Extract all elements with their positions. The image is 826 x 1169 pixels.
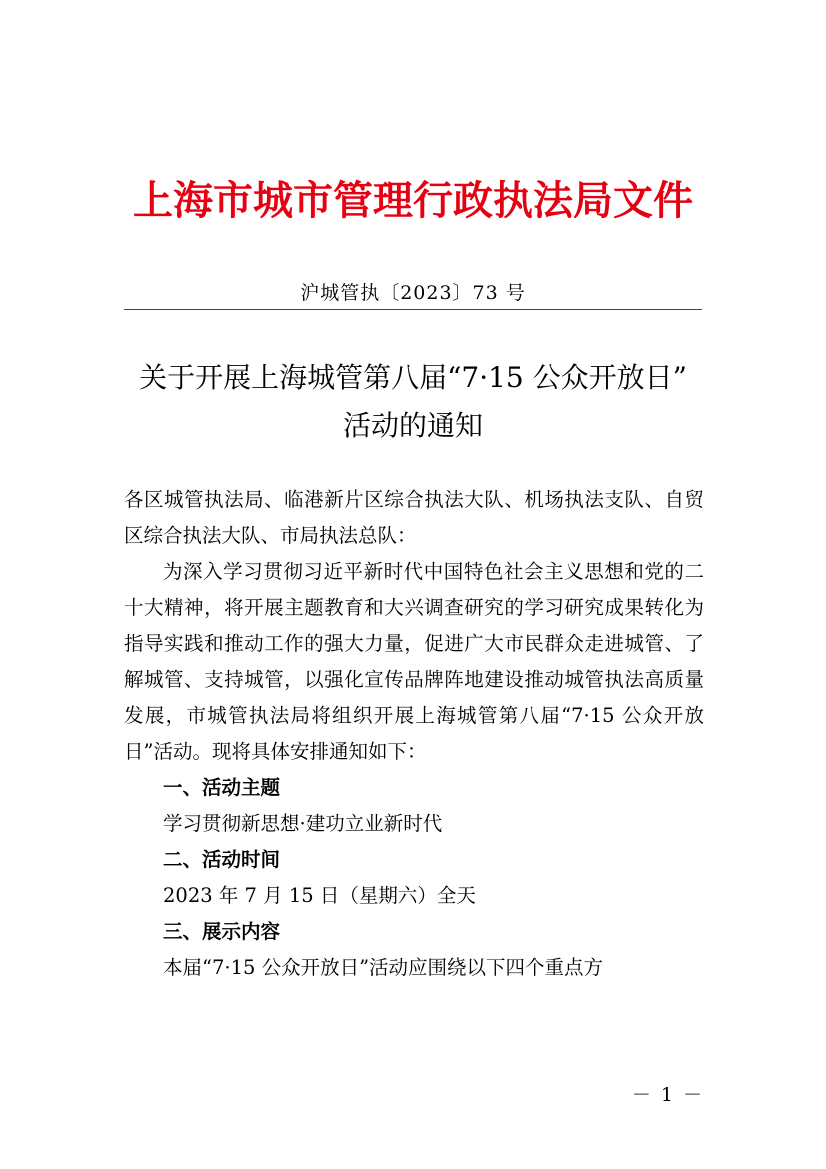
document-number: 沪城管执〔2023〕73 号 — [300, 282, 526, 304]
section-heading-content: 三、展示内容 — [163, 920, 281, 943]
document-header-title: 上海市城市管理行政执法局文件 — [133, 177, 693, 224]
section-text-theme: 学习贯彻新思想·建功立业新时代 — [163, 812, 443, 835]
page-number: － 1 － — [631, 1084, 704, 1106]
red-divider-line — [124, 309, 702, 310]
intro-paragraph: 为深入学习贯彻习近平新时代中国特色社会主义思想和党的二十大精神，将开展主题教育和大兴调查研究的学习研究成果转化为指导实践和推动工作的强大力量，促进广大市民群众走进城管、了解城管、支持城管，以强化宣传品牌阵地建设推动城管执法高质量发展，市城管执法局将组织开展上海城管第八届“7·15 公众开放日”活动。现将具体安排通知如下： — [124, 560, 704, 763]
section-text-content: 本届“7·15 公众开放日”活动应围绕以下四个重点方 — [163, 956, 604, 979]
addressee: 各区城管执法局、临港新片区综合执法大队、机场执法支队、自贸区综合执法大队、市局执法总队： — [124, 488, 704, 547]
notice-title-line-2: 活动的通知 — [342, 409, 483, 442]
section-text-time: 2023 年 7 月 15 日（星期六）全天 — [163, 884, 476, 907]
document-body — [124, 482, 704, 986]
notice-title-line-1: 关于开展上海城管第八届“7·15 公众开放日” — [139, 361, 687, 394]
section-heading-theme: 一、活动主题 — [163, 776, 281, 799]
section-heading-time: 二、活动时间 — [163, 848, 281, 871]
notice-title — [100, 354, 726, 450]
